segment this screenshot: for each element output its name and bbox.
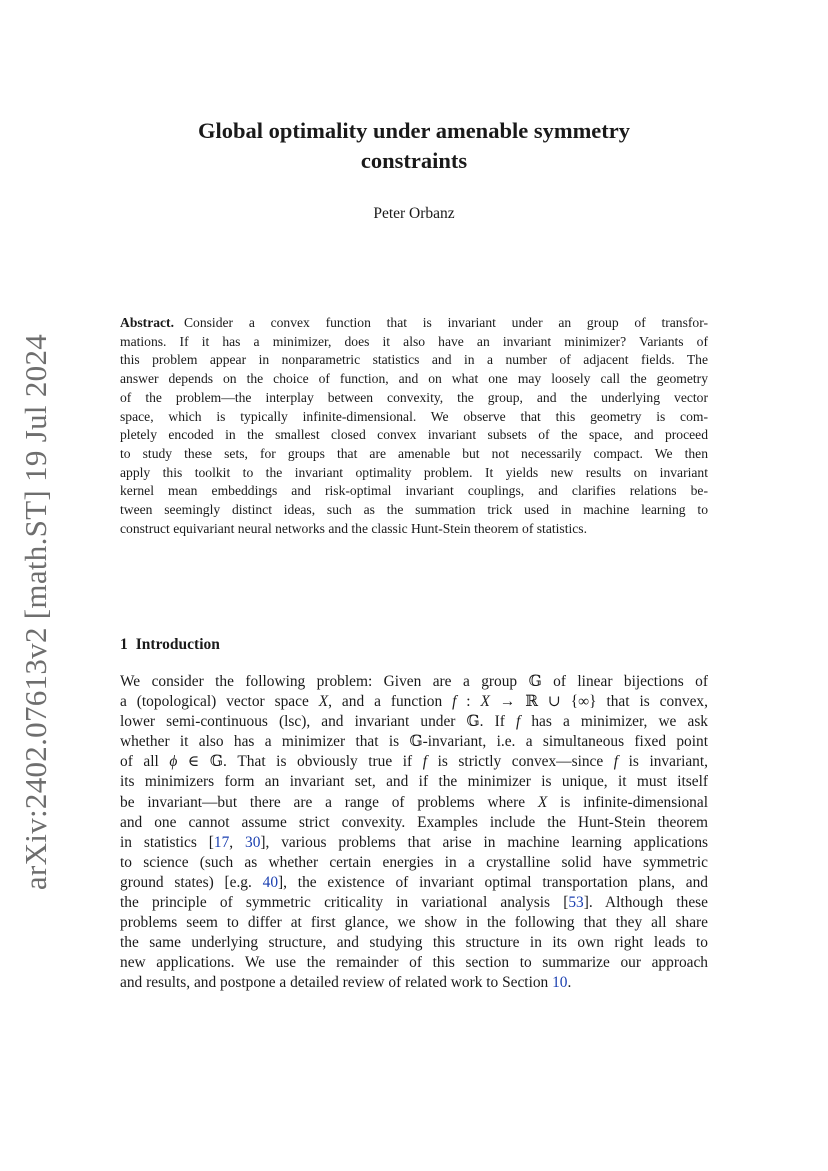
paper-title-line-2: constraints [360, 148, 468, 173]
author-name: Peter Orbanz [373, 205, 455, 222]
intro-text: the principle of symmetric criticality in variational analysis [ [120, 894, 569, 912]
abstract-label: Abstract. [120, 315, 174, 330]
abstract-line: construct equivariant neural networks and the classic Hunt-Stein theorem of statistics. [120, 520, 587, 536]
abstract-line: space, which is typically infinite-dimensional. We observe that this geometry is com- [120, 408, 708, 424]
abstract-line [120, 314, 708, 333]
abstract-text: Consider a convex function that is invariant under an group of transfor- [183, 315, 708, 330]
section-number: 1 [120, 636, 128, 653]
intro-text: is infinite-dimensional [547, 793, 708, 811]
intro-text: ], the existence of invariant optimal transportation plans, and [278, 873, 708, 891]
intro-text: a (topological) vector space [120, 693, 319, 711]
abstract-line: pletely encoded in the smallest closed convex invariant subsets of the space, and proceed [120, 427, 708, 443]
intro-text: has a minimizer, we ask [520, 713, 709, 731]
citation-link-53[interactable]: 53 [568, 894, 584, 912]
intro-line: We consider the following problem: Given are a group 𝔾 of linear bijections of [120, 673, 708, 690]
intro-text: ∈ 𝔾. That is obviously true if [177, 753, 423, 771]
intro-line: the same underlying structure, and studying this structure in its own right leads to [120, 934, 708, 952]
math-symbol: X [537, 793, 548, 811]
section-heading-introduction [120, 636, 220, 654]
intro-line: its minimizers form an invariant set, and if the minimizer is unique, it must itself [120, 773, 708, 791]
intro-text: of all [120, 753, 170, 771]
intro-text: is strictly convex—since [427, 753, 614, 771]
intro-text: : [456, 693, 481, 711]
math-symbol: f [515, 713, 521, 731]
citation-link-40[interactable]: 40 [262, 873, 279, 891]
intro-text: be invariant—but there are a range of problems where [120, 793, 538, 811]
math-symbol: X [318, 693, 329, 711]
intro-line: to science (such as whether certain energies in a crystalline solid have symmetric [120, 853, 708, 871]
intro-line [120, 692, 708, 712]
intro-text: , and a function [328, 693, 453, 711]
intro-text: is invariant, [618, 753, 708, 771]
intro-text: , [229, 833, 245, 851]
math-symbol: f [613, 753, 619, 771]
citation-link-30[interactable]: 30 [245, 833, 261, 851]
abstract-line: apply this toolkit to the invariant optimality problem. It yields new results on invariant [120, 464, 708, 480]
intro-text: ground states) [e.g. [120, 873, 263, 891]
abstract-block [120, 314, 708, 538]
intro-line [120, 712, 708, 732]
abstract-line: to study these sets, for groups that are amenable but not necessarily compact. We then [120, 445, 708, 461]
section-title: Introduction [135, 636, 220, 653]
intro-line [120, 893, 708, 913]
math-symbol: X [480, 693, 490, 711]
citation-link-17[interactable]: 17 [213, 833, 230, 851]
intro-text: in statistics [ [120, 833, 214, 851]
intro-line: new applications. We use the remainder of this section to summarize our approach [120, 954, 708, 972]
intro-text: → ℝ ∪ {∞} that is convex, [489, 693, 708, 711]
arxiv-identifier-stamp: arXiv:2402.07613v2 [math.ST] 19 Jul 2024 [18, 333, 53, 891]
intro-line [120, 973, 708, 993]
intro-line [120, 873, 708, 893]
paper-title-line-1: Global optimality under amenable symmetry [197, 118, 631, 143]
intro-line [120, 833, 708, 853]
abstract-line: answer depends on the choice of function, and on what one may loosely call the geometry [120, 371, 708, 387]
intro-line: and one cannot assume strict convexity. Examples include the Hunt-Stein theorem [120, 813, 708, 831]
intro-line [120, 793, 708, 813]
intro-line: problems seem to differ at first glance, we show in the following that they all share [120, 914, 708, 932]
introduction-body [120, 672, 708, 994]
abstract-line: kernel mean embeddings and risk-optimal invariant couplings, and clarifies relations be- [120, 483, 708, 499]
intro-line: whether it also has a minimizer that is 𝔾-invariant, i.e. a simultaneous fixed point [120, 733, 708, 751]
intro-text: ]. Although these [583, 894, 709, 912]
abstract-line: this problem appear in nonparametric statistics and in a number of adjacent fields. The [120, 352, 708, 368]
abstract-line: of the problem—the interplay between convexity, the group, and the underlying vector [120, 389, 708, 405]
paper-title [120, 116, 708, 176]
section-reference-link[interactable]: 10 [552, 974, 568, 992]
abstract-line: tween seemingly distinct ideas, such as the summation trick used in machine learning to [120, 502, 708, 518]
intro-text: and results, and postpone a detailed review of related work to Section [120, 974, 553, 992]
abstract-line: mations. If it has a minimizer, does it also have an invariant minimizer? Variants of [120, 333, 708, 349]
math-symbol: f [452, 693, 457, 711]
intro-line [120, 752, 708, 772]
intro-text: lower semi-continuous (lsc), and invariant under 𝔾. If [120, 713, 516, 731]
math-symbol: ϕ [169, 753, 178, 771]
math-symbol: f [422, 753, 428, 771]
intro-text: . [567, 974, 572, 992]
intro-text: ], various problems that arise in machine learning applications [260, 833, 708, 851]
